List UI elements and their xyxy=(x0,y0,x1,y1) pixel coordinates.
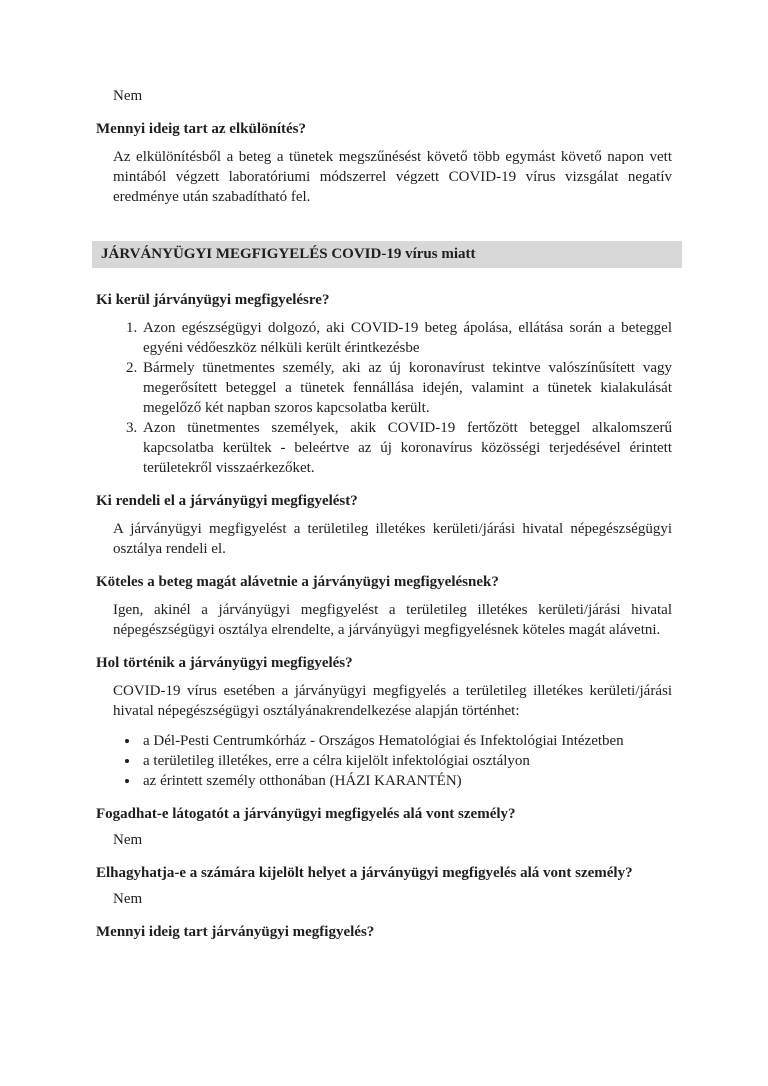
observation-leave-question: Elhagyhatja-e a számára kijelölt helyet a járványügyi megfigyelés alá vont személy? xyxy=(96,865,633,881)
observation-order-question: Ki rendeli el a járványügyi megfigyelést? xyxy=(96,493,358,509)
observation-where-bullet-list xyxy=(96,731,672,791)
section-banner-observation: JÁRVÁNYÜGYI MEGFIGYELÉS COVID-19 vírus miatt xyxy=(92,241,682,268)
list-item: • a Dél-Pesti Centrumkórház - Országos Hematológiai és Infektológiai Intézetben xyxy=(140,731,672,751)
observation-oblige-answer: Igen, akinél a járványügyi megfigyelést a területileg illetékes kerületi/járási hivatal népegészségügyi osztálya elrendelte, a járványügyi megfigyelésnek köteles magát alávetni. xyxy=(113,602,672,638)
observation-who-question: Ki kerül járványügyi megfigyelésre? xyxy=(96,292,330,308)
observation-where-question: Hol történik a járványügyi megfigyelés? xyxy=(96,655,353,671)
list-item: • az érintett személy otthonában (HÁZI KARANTÉN) xyxy=(140,771,672,791)
isolation-visitors-answer: Nem xyxy=(113,88,143,104)
list-item: 3. Azon tünetmentes személyek, akik COVID-19 fertőzött beteggel alkalomszerű kapcsolatba kerültek - beleértve az új koronavírus közösségi terjedésével érintett területekről visszaérkezőket. xyxy=(141,418,672,478)
observation-leave-answer: Nem xyxy=(113,891,143,907)
observation-where-intro: COVID-19 vírus esetében a járványügyi megfigyelés a területileg illetékes kerületi/járási hivatal népegészségügyi osztályánakrendelkezése alapján történhet: xyxy=(113,683,672,719)
isolation-release-paragraph: Az elkülönítésből a beteg a tünetek megszűnésést követő több egymást követő napon vett mintából végzett laboratóriumi módszerrel végzett COVID-19 vírus vizsgálat negatív eredménye után szabadítható fel. xyxy=(113,149,672,205)
observation-oblige-question: Köteles a beteg magát alávetnie a járványügyi megfigyelésnek? xyxy=(96,574,499,590)
observation-visitors-question: Fogadhat-e látogatót a járványügyi megfigyelés alá vont személy? xyxy=(96,806,516,822)
observation-who-numbered-list xyxy=(96,318,672,478)
observation-visitors-answer: Nem xyxy=(113,832,143,848)
observation-order-answer: A járványügyi megfigyelést a területileg illetékes kerületi/járási hivatal népegészségügyi osztálya rendeli el. xyxy=(113,521,672,557)
observation-duration-question: Mennyi ideig tart járványügyi megfigyelés? xyxy=(96,924,375,940)
list-item: 2. Bármely tünetmentes személy, aki az új koronavírust tekintve valószínűsített vagy megerősített beteggel a tünetek fennállása idején, valamint a tünetek kialakulását megelőző két napban szoros kapcsolatba került. xyxy=(141,358,672,418)
list-item: • a területileg illetékes, erre a célra kijelölt infektológiai osztályon xyxy=(140,751,672,771)
isolation-duration-question: Mennyi ideig tart az elkülönítés? xyxy=(96,121,306,137)
list-item: 1. Azon egészségügyi dolgozó, aki COVID-19 beteg ápolása, ellátása során a beteggel egyéni védőeszköz nélküli került érintkezésbe xyxy=(141,318,672,358)
